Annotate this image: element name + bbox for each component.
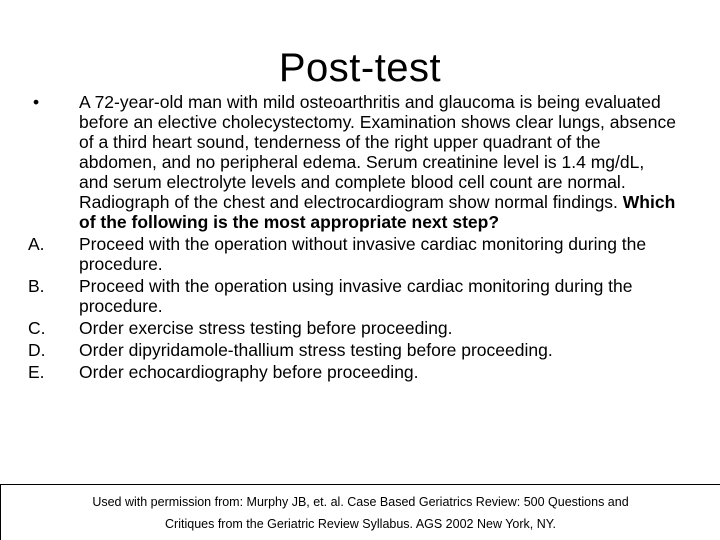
option-marker: B. <box>28 276 45 296</box>
answer-options <box>28 234 678 382</box>
option-text: Order exercise stress testing before proceeding. <box>79 318 453 338</box>
option-c <box>28 318 678 338</box>
option-b <box>28 276 678 316</box>
question-block <box>28 92 678 382</box>
option-text: Proceed with the operation without invasive cardiac monitoring during the procedure. <box>79 234 647 274</box>
citation-line-2: Critiques from the Geriatric Review Syllabus. AGS 2002 New York, NY. <box>165 517 556 531</box>
option-d <box>28 340 678 360</box>
option-marker: C. <box>28 318 46 338</box>
stem-text: A 72-year-old man with mild osteoarthritis and glaucoma is being evaluated before an elective cholecystectomy. Examination shows clear lungs, absence of a third heart sound, tenderness of the right upper quadrant of the abdomen, and no peripheral edema. Serum creatinine level is 1.4 mg/dL, and serum electrolyte levels and complete blood cell count are normal. Radiograph of the chest and electrocardiogram show normal findings. <box>79 92 676 212</box>
stem-question: Which of the following is the most appropriate next step? <box>79 192 676 232</box>
slide-title: Post-test <box>278 46 442 90</box>
option-marker: D. <box>28 340 46 360</box>
bullet-marker: • <box>33 92 40 112</box>
option-marker: A. <box>28 234 45 254</box>
option-text: Order echocardiography before proceeding. <box>79 362 419 382</box>
option-a <box>28 234 678 274</box>
citation-footer <box>0 484 720 540</box>
option-e <box>28 362 678 382</box>
option-text: Proceed with the operation using invasive cardiac monitoring during the procedure. <box>79 276 633 316</box>
option-text: Order dipyridamole-thallium stress testing before proceeding. <box>79 340 553 360</box>
citation-line-1: Used with permission from: Murphy JB, et. al. Case Based Geriatrics Review: 500 Questions and <box>92 495 629 509</box>
option-marker: E. <box>28 362 45 382</box>
question-stem <box>28 92 678 232</box>
